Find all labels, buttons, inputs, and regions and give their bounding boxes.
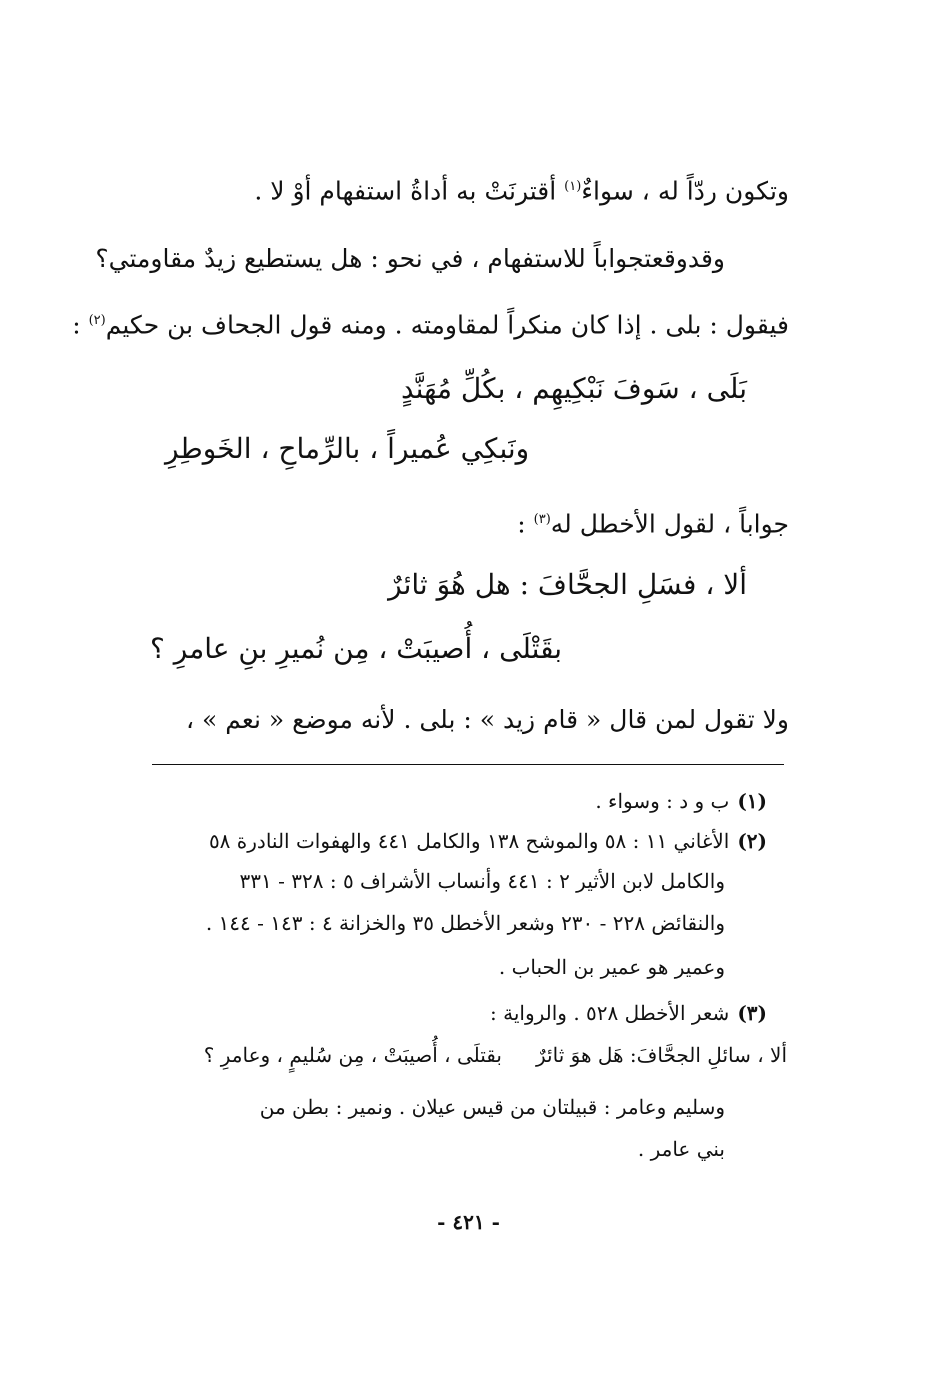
footnote-number: (١) [737, 789, 767, 813]
footnote-text: ب و د : وسواء . [595, 789, 730, 813]
footnote-text: شعر الأخطل ٥٢٨ . والرواية : [490, 1001, 730, 1025]
verse-1-first-hemistich: بَلَى ، سَوفَ نَبْكِيهِم ، بكُلِّ مُهَنَّدٍ [400, 372, 747, 405]
paragraph-text: وتكون ردّاً له ، سواءٌ [581, 176, 789, 206]
footnote-1 [595, 786, 767, 816]
page-number: - ٤٢١ - [437, 1210, 500, 1234]
paragraph-line-2: وقدوقعتجواباً للاستفهام ، في نحو : هل يستطيع زيدٌ مقاومتي؟ [95, 244, 725, 273]
footnote-text: الأغاني ١١ : ٥٨ والموشح ١٣٨ والكامل ٤٤١ والهفوات النادرة ٥٨ [208, 829, 730, 853]
footnote-verse-second: بقتلَى ، أُصيبَتْ ، مِن سُليمٍ ، وعامرِ ؟ [203, 1043, 502, 1067]
footnote-number: (٢) [737, 829, 767, 853]
footnote-2-line-1 [209, 826, 767, 856]
verse-1-second-hemistich: ونَبكِي عُميراً ، بالرِّماحِ ، الخَوطِرِ [165, 432, 530, 465]
paragraph-text: جواباً ، لقول الأخطل له [550, 509, 789, 539]
footnote-3-line-4: بني عامر . [637, 1137, 725, 1161]
paragraph-text: : [517, 509, 534, 539]
footnote-2-line-4: وعمير هو عمير بن الحباب . [498, 955, 725, 979]
footnote-separator [152, 764, 784, 765]
verse-2-second-hemistich: بقَتْلَى ، أُصيبَتْ ، مِن نُميرِ بنِ عامرِ ؟ [150, 632, 563, 665]
verse-2-first-hemistich: ألا ، فسَلِ الجحَّافَ : هل هُوَ ثائرٌ [388, 568, 747, 601]
paragraph-text: فيقول : بلى . إذا كان منكراً لمقاومته . ومنه قول الجحاف بن حكيم [105, 310, 789, 340]
paragraph-line-5: ولا تقول لمن قال « قام زيد » : بلى . لأنه موضع « نعم » ، [185, 705, 789, 734]
footnote-ref-3: (٣) [533, 512, 551, 527]
footnote-ref-2: (٢) [88, 313, 106, 328]
paragraph-text: أقترنَتْ به أداةُ استفهام أوْ لا . [254, 176, 557, 206]
footnote-2-line-2: والكامل لابن الأثير ٢ : ٤٤١ وأنساب الأشراف ٥ : ٣٢٨ - ٣٣١ [239, 869, 725, 893]
paragraph-line-3 [72, 304, 789, 342]
footnote-3-verse [204, 1040, 787, 1070]
paragraph-text: : [72, 310, 89, 340]
footnote-number: (٣) [737, 1001, 767, 1025]
paragraph-line-1 [254, 170, 789, 208]
paragraph-line-4 [517, 503, 789, 541]
footnote-ref-1: (١) [564, 179, 582, 194]
footnote-3-line-1 [490, 998, 767, 1028]
footnote-2-line-3: والنقائض ٢٢٨ - ٢٣٠ وشعر الأخطل ٣٥ والخزانة ٤ : ١٤٣ - ١٤٤ . [205, 911, 725, 935]
footnote-3-line-3: وسليم وعامر : قبيلتان من قيس عيلان . ونمير : بطن من [259, 1095, 725, 1119]
footnote-verse-first: ألا ، سائلِ الجحَّافَ: هَل هوَ ثائرٌ [536, 1043, 787, 1067]
